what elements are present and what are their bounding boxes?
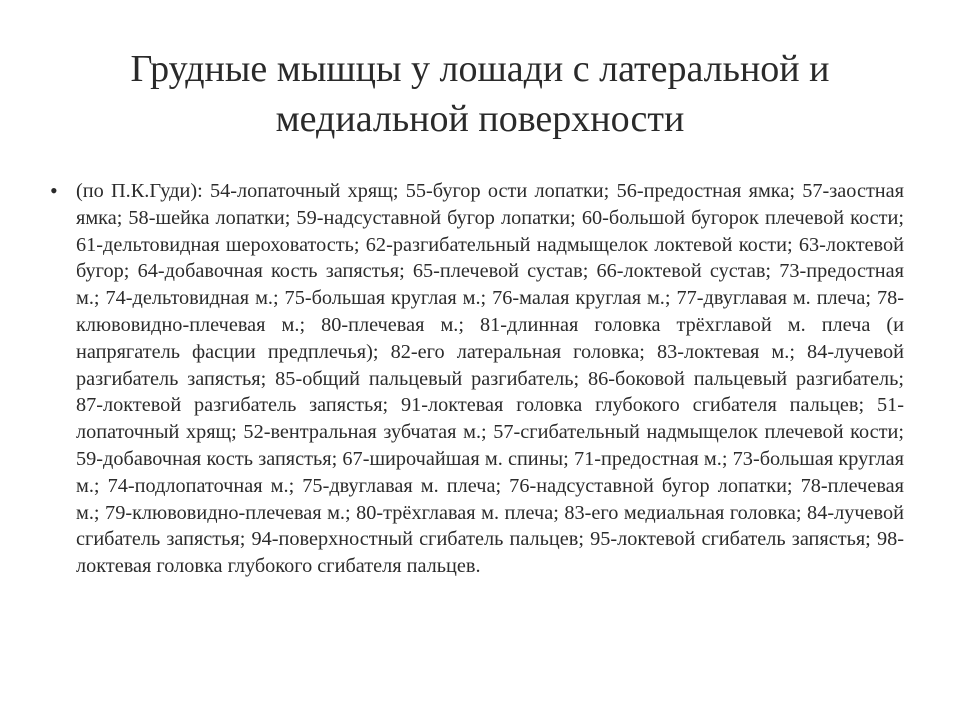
slide-title: Грудные мышцы у лошади с латеральной и медиальной поверхности: [130, 48, 830, 140]
bullet-text: (по П.К.Гуди): 54-лопаточный хрящ; 55-бугор ости лопатки; 56-предостная ямка; 57-заостная ямка; 58-шейка лопатки; 59-надсуставной бугор лопатки; 60-большой бугорок плечевой кости; 61-дельтовидная шероховатость; 62-разгибательный надмыщелок локтевой кости; 63-локтевой бугор; 64-добавочная кость запястья; 65-плечевой сустав; 66-локтевой сустав; 73-предостная м.; 74-дельтовидная м.; 75-большая круглая м.; 76-малая круглая м.; 77-двуглавая м. плеча; 78-клювовидно-плечевая м.; 80-плечевая м.; 81-длинная головка трёхглавой м. плеча (и напрягатель фасции предплечья); 82-его латеральная головка; 83-локтевая м.; 84-лучевой разгибатель запястья; 85-общий пальцевый разгибатель; 86-боковой пальцевый разгибатель; 87-локтевой разгибатель запястья; 91-локтевая головка глубокого сгибателя пальцев; 51-лопаточный хрящ; 52-вентральная зубчатая м.; 57-сгибательный надмыщелок плечевой кости; 59-добавочная кость запястья; 67-широчайшая м. спины; 71-предостная м.; 73-большая круглая м.; 74-подлопаточная м.; 75-двуглавая м. плеча; 76-надсуставной бугор лопатки; 78-плечевая м.; 79-клювовидно-плечевая м.; 80-трёхглавая м. плеча; 83-его медиальная головка; 84-лучевой сгибатель запястья; 94-поверхностный сгибатель пальцев; 95-локтевой сгибатель запястья; 98-локтевая головка глубокого сгибателя пальцев.: [76, 180, 904, 578]
slide-content: [48, 178, 904, 580]
bullet-item: [48, 178, 904, 580]
bullet-marker: •: [50, 178, 58, 203]
